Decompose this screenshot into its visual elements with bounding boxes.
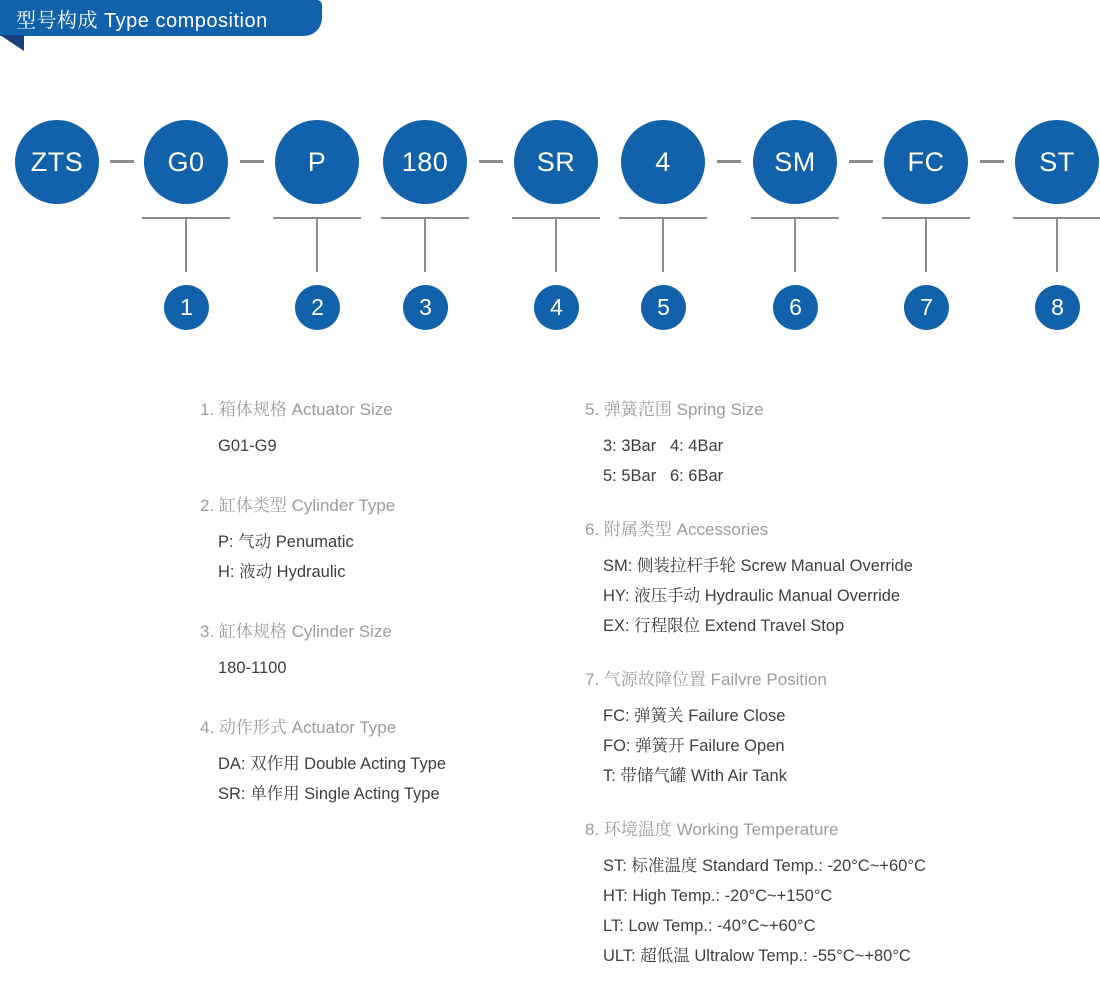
legend-section-8 [585, 815, 1085, 971]
legend-section-4 [200, 713, 580, 809]
legend-right-column [585, 395, 1085, 995]
legend-section-3 [200, 617, 580, 683]
legend-section-heading: 7. 气源故障位置 Failvre Position [585, 670, 827, 689]
model-segment-4: 4 [621, 120, 705, 204]
dash-separator [980, 160, 1004, 163]
dash-separator [849, 160, 873, 163]
legend-section-heading: 2. 缸体类型 Cylinder Type [200, 496, 396, 515]
position-number-5: 5 [641, 285, 686, 330]
legend-item: HY: 液压手动 Hydraulic Manual Override [603, 587, 901, 605]
connector-line-vertical [925, 217, 927, 272]
legend-item: G01-G9 [218, 437, 277, 455]
legend-item: DA: 双作用 Double Acting Type [218, 755, 447, 773]
legend-item: HT: High Temp.: -20°C~+150°C [603, 887, 833, 905]
legend-section-heading: 5. 弹簧范围 Spring Size [585, 400, 764, 419]
legend-section-heading: 4. 动作形式 Actuator Type [200, 718, 397, 737]
banner-fold-icon [0, 35, 24, 51]
model-segment-sm: SM [753, 120, 837, 204]
model-segment-st: ST [1015, 120, 1099, 204]
legend-section-heading: 6. 附属类型 Accessories [585, 520, 769, 539]
legend-item: H: 液动 Hydraulic [218, 563, 346, 581]
model-segment-g0: G0 [144, 120, 228, 204]
legend-section-heading: 3. 缸体规格 Cylinder Size [200, 622, 392, 641]
position-number-8: 8 [1035, 285, 1080, 330]
connector-line-vertical [1056, 217, 1058, 272]
legend-left-column [200, 395, 580, 839]
model-segment-180: 180 [383, 120, 467, 204]
dash-separator [110, 160, 134, 163]
legend-section-heading: 8. 环境温度 Working Temperature [585, 820, 839, 839]
model-segment-sr: SR [514, 120, 598, 204]
section-title: 型号构成 Type composition [16, 9, 268, 32]
connector-line-vertical [316, 217, 318, 272]
legend-item: P: 气动 Penumatic [218, 533, 354, 551]
model-segment-p: P [275, 120, 359, 204]
position-number-2: 2 [295, 285, 340, 330]
legend-section-2 [200, 491, 580, 587]
legend-item: ST: 标准温度 Standard Temp.: -20°C~+60°C [603, 857, 926, 875]
legend-section-5 [585, 395, 1085, 491]
connector-line-vertical [185, 217, 187, 272]
connector-line-vertical [424, 217, 426, 272]
legend-section-6 [585, 515, 1085, 641]
connector-line-vertical [662, 217, 664, 272]
legend-item: T: 带储气罐 With Air Tank [603, 767, 787, 785]
model-segment-zts: ZTS [15, 120, 99, 204]
legend-item: ULT: 超低温 Ultralow Temp.: -55°C~+80°C [603, 947, 911, 965]
dash-separator [240, 160, 264, 163]
position-number-7: 7 [904, 285, 949, 330]
legend-item: SR: 单作用 Single Acting Type [218, 785, 440, 803]
legend-section-1 [200, 395, 580, 461]
position-number-4: 4 [534, 285, 579, 330]
legend-item: FO: 弹簧开 Failure Open [603, 737, 785, 755]
dash-separator [479, 160, 503, 163]
position-number-6: 6 [773, 285, 818, 330]
section-banner [0, 0, 322, 36]
legend-item: LT: Low Temp.: -40°C~+60°C [603, 917, 816, 935]
connector-line-vertical [794, 217, 796, 272]
connector-line-vertical [555, 217, 557, 272]
legend-item: 5: 5Bar 6: 6Bar [603, 467, 724, 485]
legend-section-7 [585, 665, 1085, 791]
position-number-3: 3 [403, 285, 448, 330]
legend-item: FC: 弹簧关 Failure Close [603, 707, 786, 725]
legend-item: 180-1100 [218, 659, 287, 677]
legend-item: SM: 侧装拉杆手轮 Screw Manual Override [603, 557, 913, 575]
position-number-1: 1 [164, 285, 209, 330]
legend-item: 3: 3Bar 4: 4Bar [603, 437, 724, 455]
dash-separator [717, 160, 741, 163]
legend-item: EX: 行程限位 Extend Travel Stop [603, 617, 845, 635]
model-segment-fc: FC [884, 120, 968, 204]
legend-section-heading: 1. 箱体规格 Actuator Size [200, 400, 393, 419]
